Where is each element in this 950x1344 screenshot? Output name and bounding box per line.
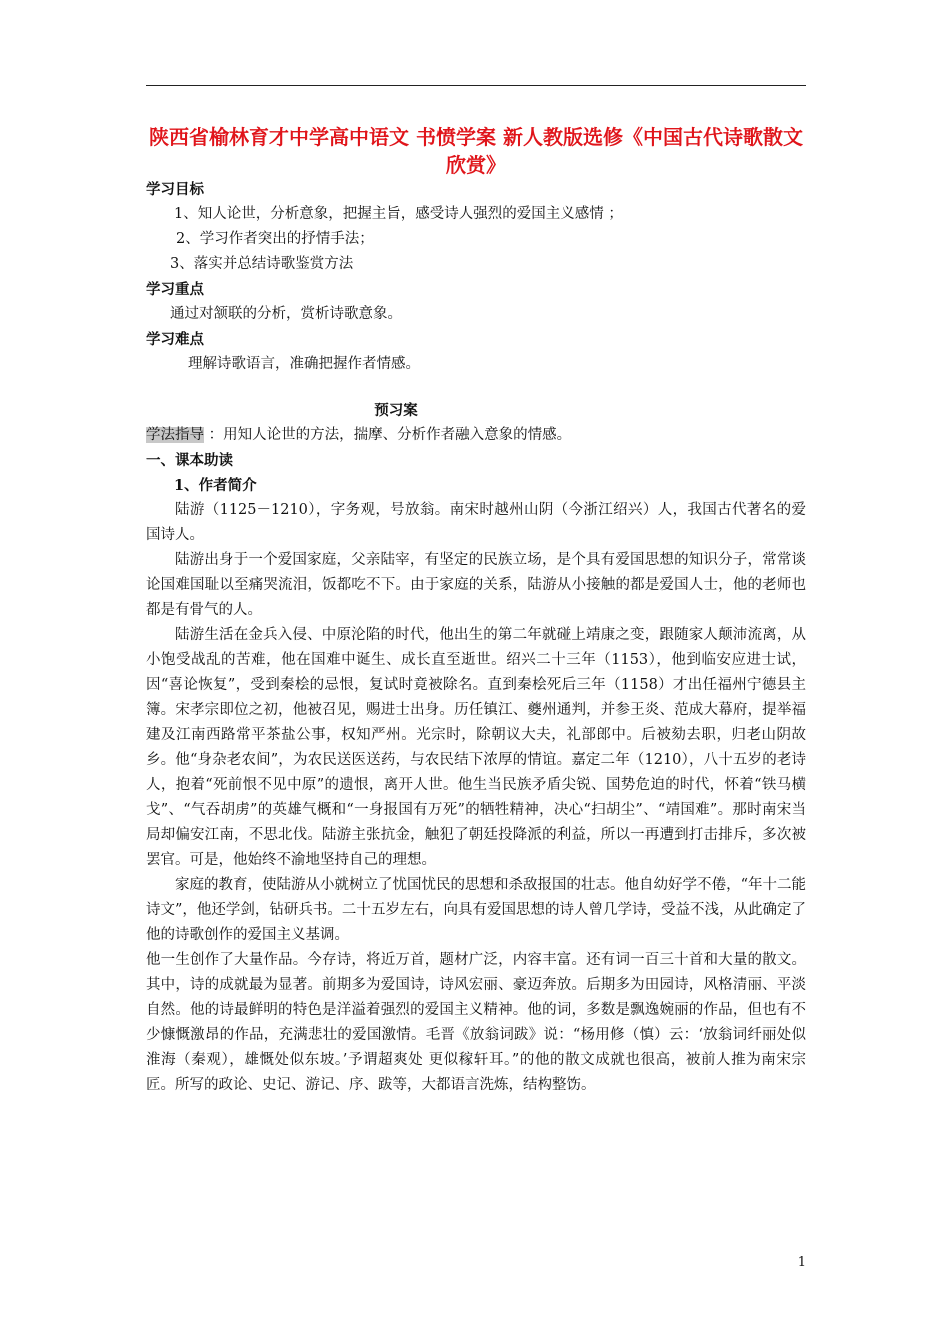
section1-heading: 一、课本助读 (146, 452, 233, 469)
document-title: 陕西省榆林育才中学高中语文 书愤学案 新人教版选修《中国古代诗歌散文欣赏》 (149, 125, 803, 177)
method-label: 学法指导 (146, 427, 204, 443)
author-intro-heading: 1、作者简介 (174, 477, 257, 494)
body-paragraph-flush: 他一生创作了大量作品。今存诗，将近万首，题材广泛，内容丰富。还有词一百三十首和大量的散文。其中，诗的成就最为显著。前期多为爱国诗，诗风宏丽、豪迈奔放。后期多为田园诗，风格清丽、平淡自然。他的诗最鲜明的特色是洋溢着强烈的爱国主义精神。他的词，多数是飘逸婉丽的作品，但也有不少慷慨激昂的作品，充满悲壮的爱国激情。毛晋《放翁词跋》说：“杨用修（慎）云：‘放翁词纤丽处似淮海（秦观），雄慨处似东坡。’予谓超爽处 更似稼轩耳。”的他的散文成就也很高，被前人推为南宋宗匠。所写的政论、史记、游记、序、跋等，大都语言洗炼，结构整饬。 (146, 952, 806, 1093)
page-number: 1 (797, 1255, 806, 1270)
body-paragraph: 陆游出身于一个爱国家庭，父亲陆宰，有坚定的民族立场，是个具有爱国思想的知识分子，常常谈论国难国耻以至痛哭流泪，饭都吃不下。由于家庭的关系，陆游从小接触的都是爱国人士，他的老师也都是有骨气的人。 (146, 552, 806, 618)
objective-item: 1、知人论世，分析意象，把握主旨，感受诗人强烈的爱国主义感情 ； (174, 206, 623, 222)
body-paragraph: 陆游（1125－1210），字务观，号放翁。南宋时越州山阴（今浙江绍兴）人，我国古代著名的爱国诗人。 (146, 502, 806, 543)
method-text: ：用知人论世的方法，揣摩、分析作者融入意象的情感。 (204, 427, 572, 443)
preview-heading: 预习案 (374, 402, 418, 419)
top-rule (146, 85, 806, 86)
body-paragraph: 家庭的教育，使陆游从小就树立了忧国忧民的思想和杀敌报国的壮志。他自幼好学不倦，“年十二能诗文”，他还学剑，钻研兵书。二十五岁左右，向具有爱国思想的诗人曾几学诗，受益不浅，从此确定了他的诗歌创作的爱国主义基调。 (146, 877, 806, 943)
body-paragraph: 陆游生活在金兵入侵、中原沦陷的时代，他出生的第二年就碰上靖康之变，跟随家人颠沛流离，从小饱受战乱的苦难，他在国难中诞生、成长直至逝世。绍兴二十三年（1153），他到临安应进士试，因“喜论恢复”，受到秦桧的忌恨，复试时竟被除名。直到秦桧死后三年（1158）才出任福州宁德县主簿。宋孝宗即位之初，他被召见，赐进士出身。历任镇江、夔州通判，并参王炎、范成大幕府，提举福建及江南西路常平茶盐公事，权知严州。光宗时，除朝议大夫，礼部郎中。后被劾去职，归老山阴故乡。他“身杂老农间”，为农民送医送药，与农民结下浓厚的情谊。嘉定二年（1210），八十五岁的老诗人，抱着“死前恨不见中原”的遗恨，离开人世。他生当民族矛盾尖锐、国势危迫的时代，怀着“铁马横戈”、“气吞胡虏”的英雄气概和“一身报国有万死”的牺牲精神，决心“扫胡尘”、“靖国难”。那时南宋当局却偏安江南，不思北伐。陆游主张抗金，触犯了朝廷投降派的利益，所以一再遭到打击排斥，多次被罢官。可是，他始终不渝地坚持自己的理想。 (146, 627, 806, 868)
difficulty-heading: 学习难点 (146, 331, 204, 348)
objective-item: 3、落实并总结诗歌鉴赏方法 (170, 256, 354, 272)
difficulty-text: 理解诗歌语言，准确把握作者情感。 (188, 356, 420, 372)
method-guide (146, 423, 806, 448)
key-point-heading: 学习重点 (146, 281, 204, 298)
key-point-text: 通过对颔联的分析，赏析诗歌意象。 (170, 306, 402, 322)
preview-section (146, 398, 806, 1098)
objective-item: 2、学习作者突出的抒情手法； (176, 231, 374, 247)
objectives-heading: 学习目标 (146, 181, 204, 198)
objectives-section (146, 177, 806, 377)
